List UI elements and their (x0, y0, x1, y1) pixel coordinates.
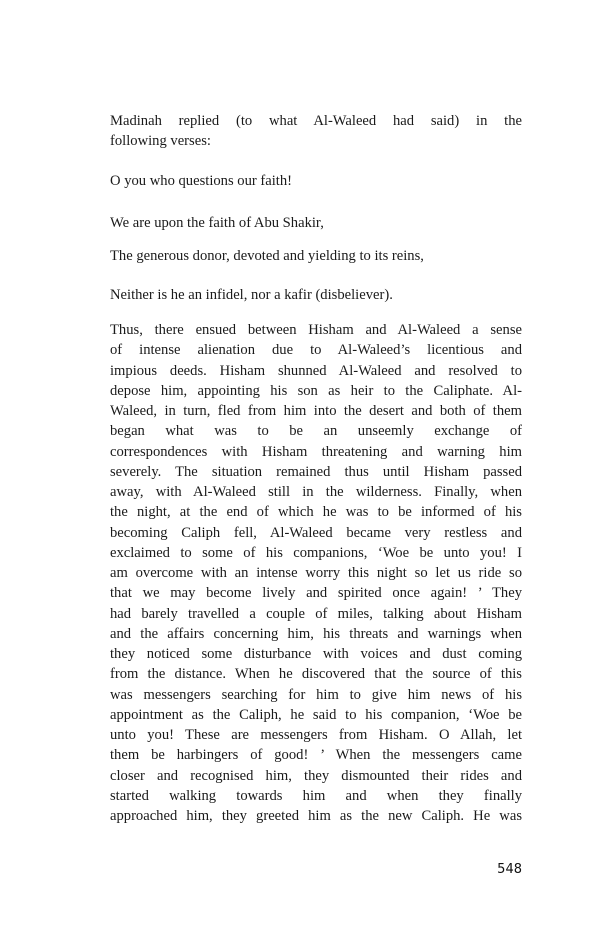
text-line: they noticed some disturbance with voices and dust coming (110, 646, 522, 662)
text-line: Thus, there ensued between Hisham and Al-Waleed a sense (110, 322, 522, 338)
text-line: approached him, they greeted him as the new Caliph. He was (110, 808, 522, 824)
text-line: of intense alienation due to Al-Waleed’s licentious and (110, 342, 522, 359)
text-line: away, with Al-Waleed still in the wilderness. Finally, when (110, 484, 522, 500)
text-line: had barely travelled a couple of miles, talking about Hisham (110, 605, 522, 622)
text-line: from the distance. When he discovered that the source of this (110, 666, 522, 683)
text-line: Waleed, in turn, fled from him into the desert and both of them (110, 403, 522, 419)
body-paragraph (110, 320, 522, 826)
text-line: correspondences with Hisham threatening and warning him (110, 443, 522, 460)
text-line: started walking towards him and when they finally (110, 787, 522, 804)
verse-line: The generous donor, devoted and yielding to its reins, (110, 248, 424, 264)
text-line: following verses: (110, 133, 211, 150)
verse-line: O you who questions our faith! (110, 173, 292, 189)
text-line: closer and recognised him, they dismounted their rides and (110, 767, 522, 784)
intro-paragraph (110, 111, 522, 152)
text-line: appointment as the Caliph, he said to his companion, ‘Woe be (110, 706, 522, 723)
verse-line: Neither is he an infidel, nor a kafir (disbeliever). (110, 287, 393, 303)
text-line: Madinah replied (to what Al-Waleed had said) in the (110, 113, 522, 129)
text-line: the night, at the end of which he was to be informed of his (110, 504, 522, 521)
text-line: am overcome with an intense worry this night so let us ride so (110, 565, 522, 581)
verse-line: We are upon the faith of Abu Shakir, (110, 215, 324, 231)
text-line: and the affairs concerning him, his threats and warnings when (110, 625, 522, 642)
page-number: 548 (497, 862, 522, 877)
text-line: becoming Caliph fell, Al-Waleed became very restless and (110, 524, 522, 541)
text-line: was messengers searching for him to give him news of his (110, 686, 522, 703)
text-line: depose him, appointing his son as heir to the Caliphate. Al- (110, 382, 522, 399)
text-line: unto you! These are messengers from Hisham. O Allah, let (110, 727, 522, 743)
text-line: began what was to be an unseemly exchange of (110, 423, 522, 440)
text-line: exclaimed to some of his companions, ‘Woe be unto you! I (110, 544, 522, 561)
text-line: severely. The situation remained thus until Hisham passed (110, 463, 522, 480)
text-line: them be harbingers of good! ’ When the messengers came (110, 747, 522, 764)
text-line: impious deeds. Hisham shunned Al-Waleed and resolved to (110, 362, 522, 379)
text-line: that we may become lively and spirited once again! ’ They (110, 585, 522, 602)
